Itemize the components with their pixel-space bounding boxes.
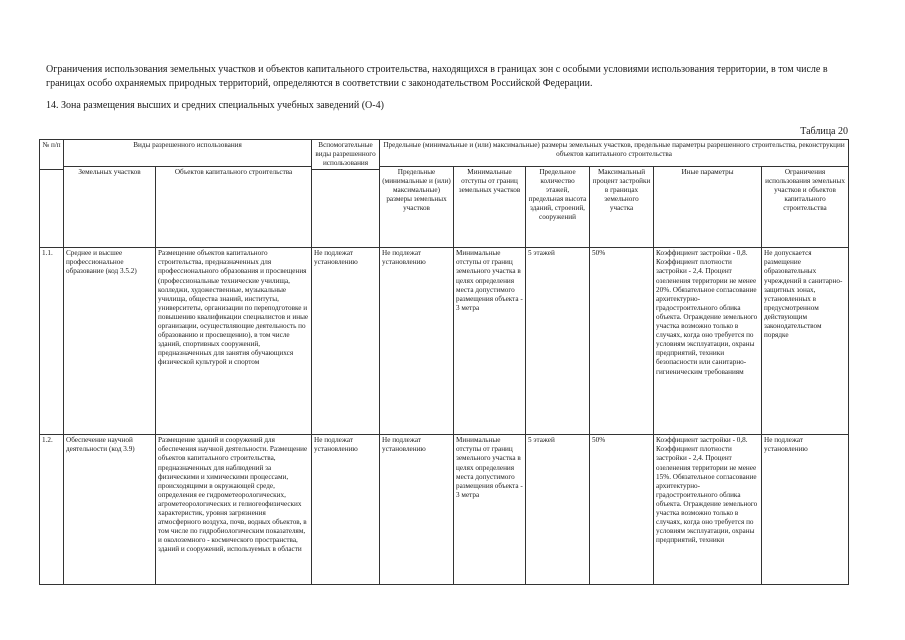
intro-paragraph: Ограничения использования земельных участков и объектов капитального строительства, находящихся в границах зон с особыми условиями использования территории, в том числе в границах особо охраняемых природных территорий, определяются в соответствии с законодательством Российской Федерации. <box>46 64 828 89</box>
row-floors: 5 этажей <box>526 248 590 435</box>
row-land-use: Среднее и высшее профессиональное образование (код 3.5.2) <box>64 248 156 435</box>
header-capital-objects: Объектов капитального строительства <box>156 167 312 248</box>
table-label: Таблица 20 <box>800 126 848 137</box>
header-auxiliary: Вспомогательные виды разрешенного использования <box>312 140 380 170</box>
row-coverage: 50% <box>590 435 654 585</box>
row-floors: 5 этажей <box>526 435 590 585</box>
header-restrictions: Ограничения использования земельных участков и объектов капитального строительства <box>762 167 849 248</box>
row-setbacks: Минимальные отступы от границ земельного участка в целях определения места допустимого размещения объекта - 3 метра <box>454 435 526 585</box>
row-plot-sizes: Не подлежат установлению <box>380 435 454 585</box>
section-heading: 14. Зона размещения высших и средних специальных учебных заведений (О-4) <box>46 100 384 111</box>
header-max-coverage: Максимальный процент застройки в границах земельного участка <box>590 167 654 248</box>
header-num: № п/п <box>40 140 64 170</box>
row-restrictions: Не подлежат установлению <box>762 435 849 585</box>
header-land-plots: Земельных участков <box>64 167 156 248</box>
header-other-params: Иные параметры <box>654 167 762 248</box>
row-auxiliary: Не подлежат установлению <box>312 248 380 435</box>
row-num: 1.1. <box>40 248 64 435</box>
header-plot-sizes: Предельные (минимальные и (или) максимальные) размеры земельных участков <box>380 167 454 248</box>
header-min-setbacks: Минимальные отступы от границ земельных участков <box>454 167 526 248</box>
row-objects: Размещение объектов капитального строительства, предназначенных для профессионального образования и просвещения (профессиональные технические училища, колледжи, художественные, музыкальные училища, общества знаний, институты, университеты, организации по переподготовке и повышению квалификации специалистов и иные организации, осуществляющие деятельность по образованию и просвещению), в том числе зданий, спортивных сооружений, предназначенных для занятия обучающихся физической культурой и спортом <box>156 248 312 435</box>
row-setbacks: Минимальные отступы от границ земельного участка в целях определения места допустимого размещения объекта - 3 метра <box>454 248 526 435</box>
header-limits: Предельные (минимальные и (или) максимальные) размеры земельных участков, предельные параметры разрешенного строительства, реконструкции объектов капитального строительства <box>380 140 849 167</box>
header-auxiliary-spacer <box>312 170 380 248</box>
row-restrictions: Не допускается размещение образовательных учреждений в санитарно-защитных зонах, установленных в предусмотренном действующим законодательством порядке <box>762 248 849 435</box>
header-num-spacer <box>40 170 64 248</box>
row-plot-sizes: Не подлежат установлению <box>380 248 454 435</box>
row-coverage: 50% <box>590 248 654 435</box>
header-max-floors: Предельное количество этажей, предельная высота зданий, строений, сооружений <box>526 167 590 248</box>
row-auxiliary: Не подлежат установлению <box>312 435 380 585</box>
row-other-params: Коэффициент застройки - 0,8. Коэффициент плотности застройки - 2,4. Процент озеленения территории не менее 15%. Обязательное согласование архитектурно-градостроительного облика объекта. Ограждение земельного участка возможно только в случаях, когда оно требуется по условиям эксплуатации, охраны предприятий, техники <box>654 435 762 585</box>
zone-table <box>39 139 849 585</box>
row-other-params: Коэффициент застройки - 0,8. Коэффициент плотности застройки - 2,4. Процент озеленения территории не менее 20%. Обязательное согласование архитектурно-градостроительного облика объекта. Ограждение земельного участка возможно только в случаях, когда оно требуется по условиям эксплуатации, охраны предприятий, техники безопасности или санитарно-гигиеническим требованиям <box>654 248 762 435</box>
table-row <box>40 435 849 585</box>
row-num: 1.2. <box>40 435 64 585</box>
table-row <box>40 248 849 435</box>
header-permitted-uses: Виды разрешенного использования <box>64 140 312 167</box>
row-land-use: Обеспечение научной деятельности (код 3.9) <box>64 435 156 585</box>
row-objects: Размещение зданий и сооружений для обеспечения научной деятельности. Размещение объектов капитального строительства, предназначенных для наблюдений за физическими и химическими процессами, происходящими в окружающей среде, определения ее гидрометеорологических, агрометеорологических и гелиогеофизических характеристик, уровня загрязнения атмосферного воздуха, почв, водных объектов, в том числе по гидробиологическим показателям, и околоземного - космического пространства, зданий и сооружений, используемых в области <box>156 435 312 585</box>
